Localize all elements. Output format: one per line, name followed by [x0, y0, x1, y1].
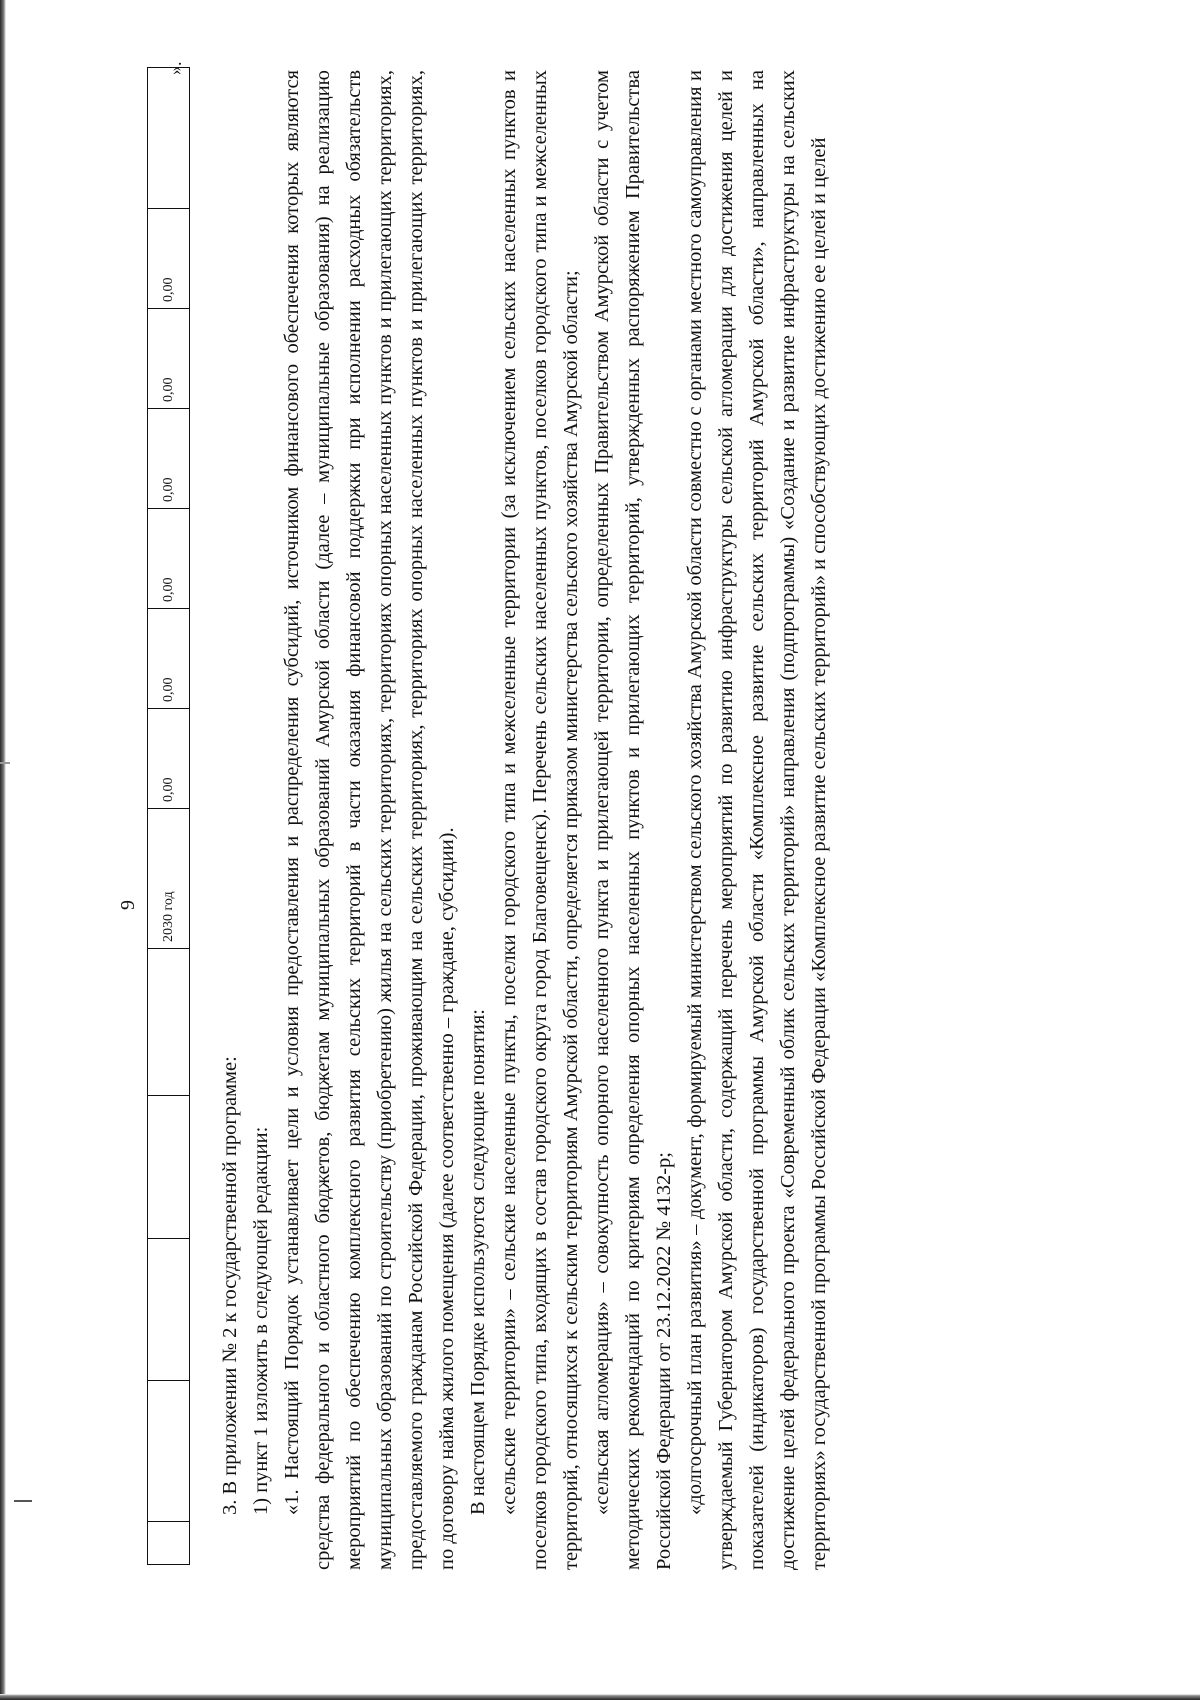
document-page [117, 50, 1125, 1650]
paragraph-long-term-plan: «долгосрочный план развития» – документ, формируемый министерством сельского хозяйства Амурской области совместно с органами местного самоуправления и утверждаемый Губернатором Амурской области, содержащий перечень мероприятий по развитию инфраструктуры сельской агломерации для достижения целей и показателей (индикаторов) государственной программы Амурской области «Комплексное развитие сельских территорий Амурской области», направленных на достижение целей федерального проекта «Современный облик сельских территорий» направления (подпрограммы) «Создание и развитие инфраструктуры на сельских территориях» государственной программы Российской Федерации «Комплексное развитие сельских территорий» и способствующих достижению ее целей и целей [684, 70, 830, 1570]
section-heading: 3. В приложении № 2 к государственной программе: [219, 1056, 241, 1515]
table-cell [148, 68, 190, 209]
closing-quote-mark: ». [165, 61, 185, 75]
table-cell-value: 0,00 [148, 609, 190, 709]
scan-bottom-edge [0, 1694, 1200, 1700]
paragraph-point-1: «1. Настоящий Порядок устанавливает цели и условия предоставления и распределения субсидий, источником финансового обеспечения которых являются средства федерального и областного бюджетов, бюджетам муниципальных образований Амурской области (далее – муниципальные образования) на реализацию мероприятий по обеспечению комплексного развития сельских территорий в части оказания финансовой поддержки при исполнении расходных обязательств муниципальных образований по строительству (приобретению) жилья на сельских территориях, территориях опорных населенных пунктов и прилегающих территориях, предоставляемого гражданам Российской Федерации, проживающим на сельских территориях, территориях опорных населенных пунктов и прилегающих территориях, по договору найма жилого помещения (далее соответственно – граждане, субсидии). [281, 70, 458, 1570]
scan-left-edge [0, 0, 6, 1700]
table-cell [148, 949, 190, 1096]
table-row [148, 68, 190, 1565]
table-cell-value: 0,00 [148, 409, 190, 509]
table-cell-value: 0,00 [148, 309, 190, 409]
table-cell-value: 0,00 [148, 709, 190, 809]
table-cell [148, 1381, 190, 1522]
table-fragment [147, 67, 190, 1565]
table-cell-year: 2030 год [148, 809, 190, 949]
table-cell [148, 1239, 190, 1381]
table-cell-value: 0,00 [148, 209, 190, 309]
scan-stray-mark [14, 1500, 32, 1502]
table-cell-value: 0,00 [148, 509, 190, 609]
table-cell [148, 1522, 190, 1565]
document-body [215, 70, 835, 1570]
paragraph-rural-agglomeration: «сельская агломерация» – совокупность опорного населенного пункта и прилегающей территории, определенных Правительством Амурской области с учетом методических рекомендаций по критериям определения опорных населенных пунктов и прилегающих территорий, утвержденных распоряжением Правительства Российской Федерации от 23.12.2022 № 4132-р; [591, 70, 675, 1570]
paragraph-terms-intro: В настоящем Порядке используются следующие понятия: [467, 1009, 489, 1515]
scan-crease-mark [0, 762, 10, 764]
page-number: 9 [117, 900, 139, 910]
table-cell [148, 1096, 190, 1239]
paragraph-rural-territories: «сельские территории» – сельские населенные пункты, поселки городского типа и межселенные территории (за исключением сельских населенных пунктов и поселков городского типа, входящих в состав городского округа город Благовещенск). Перечень сельских населенных пунктов, поселков городского типа и межселенных территорий, относящихся к сельским территориям Амурской области, определяется приказом министерства сельского хозяйства Амурской области; [498, 70, 582, 1570]
paragraph-item-1: 1) пункт 1 изложить в следующей редакции: [250, 1126, 272, 1515]
